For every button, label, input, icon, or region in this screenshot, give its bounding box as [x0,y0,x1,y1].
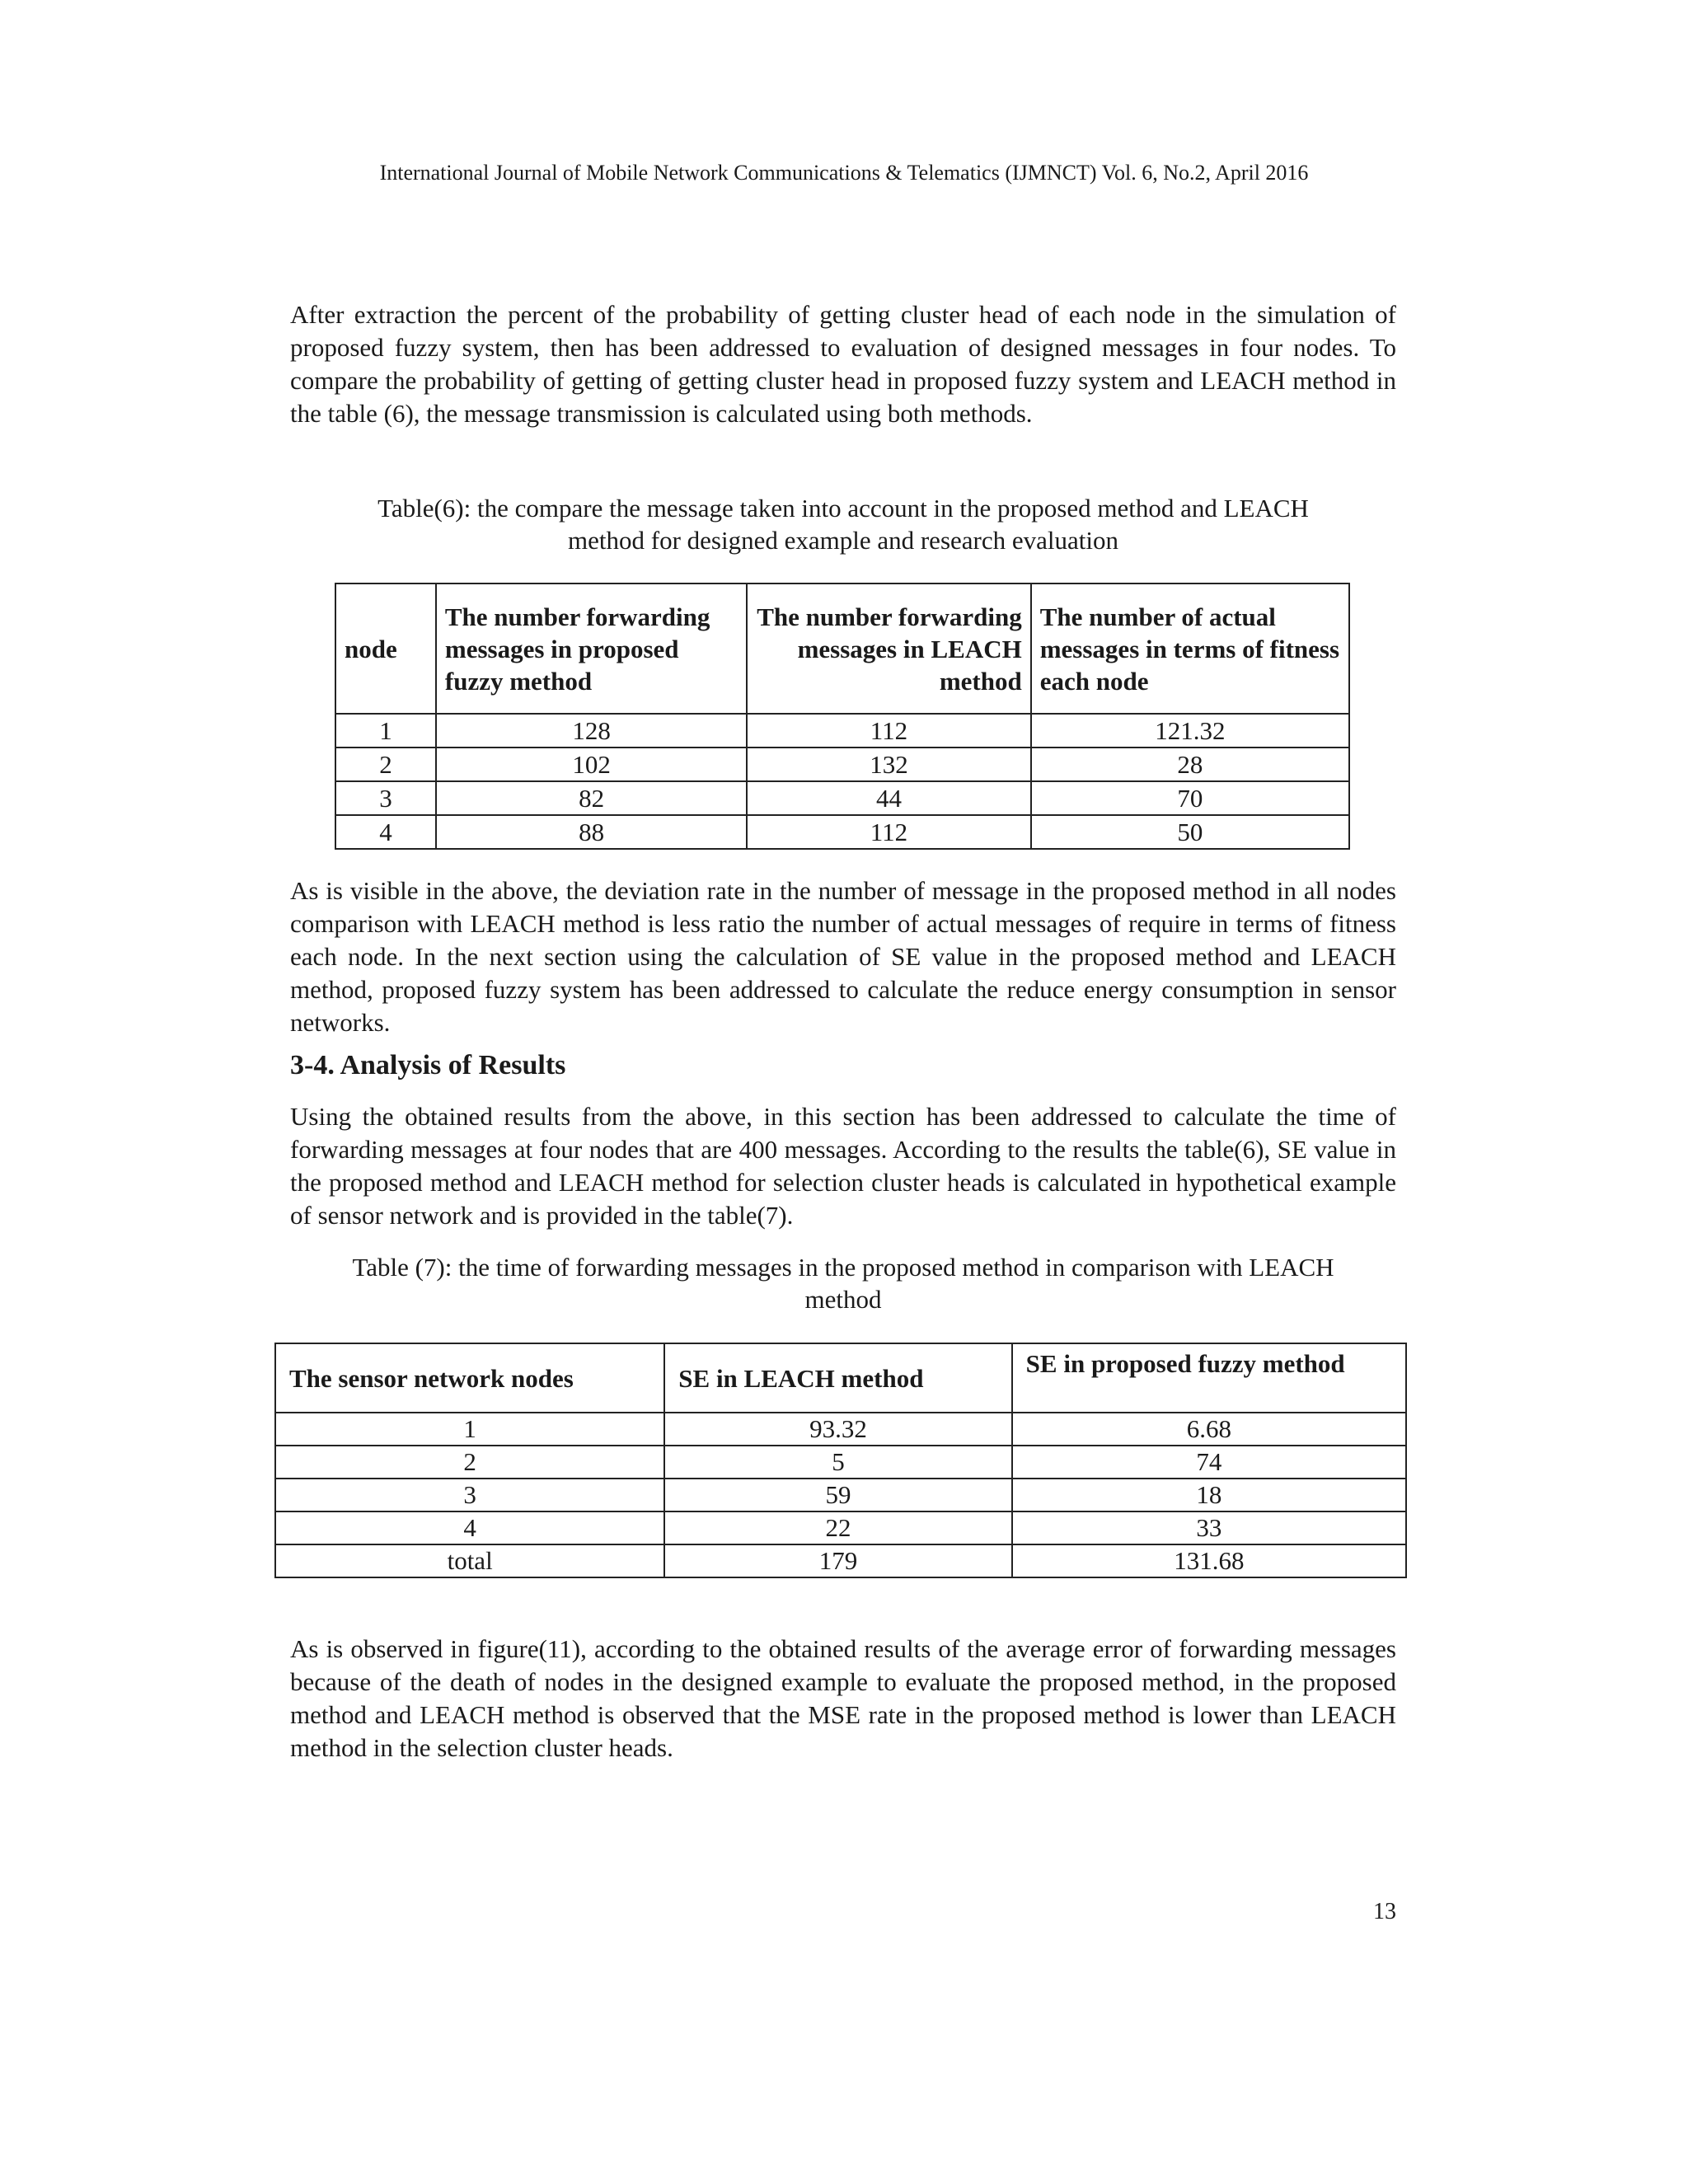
table7-header-nodes: The sensor network nodes [275,1343,664,1413]
table-cell: 112 [747,815,1030,849]
table7-caption-line1: Table (7): the time of forwarding messages in the proposed method in comparison with LEACH [352,1253,1334,1282]
table-cell: 4 [335,815,436,849]
table-cell: 82 [436,781,747,815]
table-cell: 1 [275,1413,664,1446]
table6-header-node: node [335,583,436,714]
table7 [274,1343,1407,1578]
paragraph-intro-text: After extraction the percent of the probability of getting cluster head of each node in the simulation of proposed fuzzy system, then has been addressed to evaluation of designed messages in four nodes. To compare the probability of getting of getting cluster head in proposed fuzzy system and LEACH method in the table (6), the message transmission is calculated using both methods. [290,300,1396,428]
page-number: 13 [1373,1899,1396,1924]
table6-header-fuzzy: The number forwarding messages in proposed fuzzy method [436,583,747,714]
table7-header-fuzzy: SE in proposed fuzzy method [1012,1343,1406,1413]
table-cell: 44 [747,781,1030,815]
table6-header-row [335,583,1349,714]
table6-caption-line2: method for designed example and research evaluation [568,526,1118,555]
table-cell: 2 [335,748,436,781]
table-cell: 112 [747,714,1030,748]
paragraph-conclusion-text: As is observed in figure(11), according to the obtained results of the average error of forwarding messages because of the death of nodes in the designed example to evaluate the proposed method, in the proposed method and LEACH method is observed that the MSE rate in the proposed method is lower than LEACH method in the selection cluster heads. [290,1634,1396,1762]
table-cell: 28 [1031,748,1349,781]
table6 [335,583,1350,850]
table-cell: 121.32 [1031,714,1349,748]
table-cell: 6.68 [1012,1413,1406,1446]
table-cell: 132 [747,748,1030,781]
table7-header-leach: SE in LEACH method [664,1343,1011,1413]
table6-header-leach: The number forwarding messages in LEACH method [747,583,1030,714]
table-row [275,1446,1406,1479]
table-cell: 102 [436,748,747,781]
table-cell: 3 [275,1479,664,1511]
table-row [335,714,1349,748]
paragraph-deviation [290,874,1396,1039]
table-cell: 33 [1012,1511,1406,1544]
table-cell: 3 [335,781,436,815]
section-heading: 3-4. Analysis of Results [290,1050,566,1080]
table-cell: 93.32 [664,1413,1011,1446]
table-cell: 1 [335,714,436,748]
paragraph-deviation-text: As is visible in the above, the deviation rate in the number of message in the proposed method in all nodes comparison with LEACH method is less ratio the number of actual messages of require in terms of fitness each node. In the next section using the calculation of SE value in the proposed method and LEACH method, proposed fuzzy system has been addressed to calculate the reduce energy consumption in sensor networks. [290,876,1396,1037]
table-row [275,1479,1406,1511]
table-row [335,748,1349,781]
table-cell: 128 [436,714,747,748]
journal-header: International Journal of Mobile Network Communications & Telematics (IJMNCT) Vol. 6, No.2, April 2016 [379,161,1309,185]
table6-caption [290,492,1396,556]
paragraph-conclusion [290,1633,1396,1765]
table-cell: 2 [275,1446,664,1479]
table-cell: total [275,1544,664,1577]
table-row [335,781,1349,815]
table-cell: 131.68 [1012,1544,1406,1577]
table-cell: 18 [1012,1479,1406,1511]
table-cell: 50 [1031,815,1349,849]
table-row [335,815,1349,849]
table-cell: 59 [664,1479,1011,1511]
paragraph-intro [290,298,1396,430]
table-cell: 4 [275,1511,664,1544]
table-cell: 22 [664,1511,1011,1544]
table-row [275,1413,1406,1446]
table6-caption-line1: Table(6): the compare the message taken into account in the proposed method and LEACH [377,494,1309,523]
table7-caption [290,1251,1396,1315]
table-row [275,1511,1406,1544]
table-cell: 74 [1012,1446,1406,1479]
table-cell: 88 [436,815,747,849]
paragraph-analysis-text: Using the obtained results from the above, in this section has been addressed to calculate the time of forwarding messages at four nodes that are 400 messages. According to the results the table(6), SE value in the proposed method and LEACH method for selection cluster heads is calculated in hypothetical example of sensor network and is provided in the table(7). [290,1102,1396,1230]
table-cell: 179 [664,1544,1011,1577]
table7-caption-line2: method [804,1285,882,1314]
paragraph-analysis [290,1100,1396,1232]
table-cell: 70 [1031,781,1349,815]
table6-header-actual: The number of actual messages in terms of fitness each node [1031,583,1349,714]
table-row-total [275,1544,1406,1577]
table7-header-row [275,1343,1406,1413]
table-cell: 5 [664,1446,1011,1479]
